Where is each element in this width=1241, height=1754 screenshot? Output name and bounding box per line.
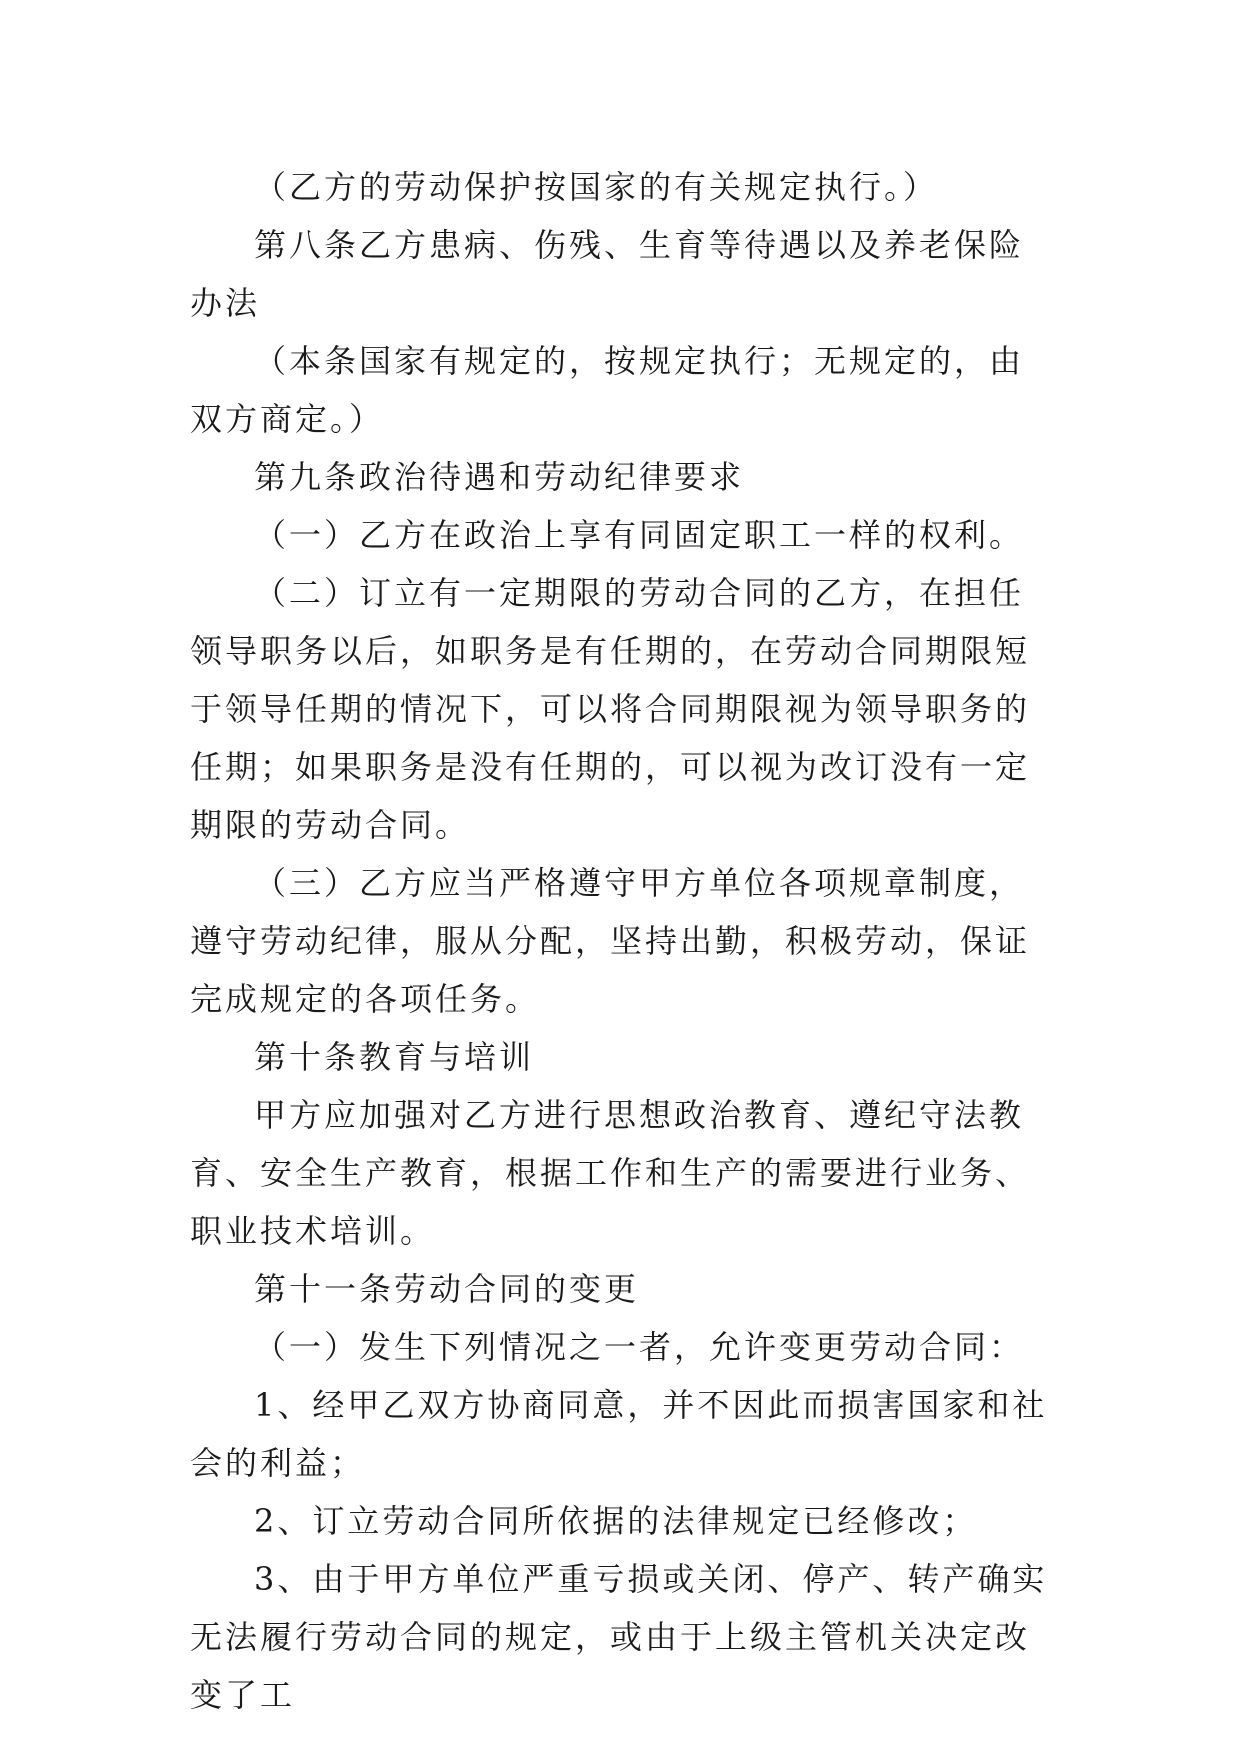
paragraph-article-11-case-2: 2、订立劳动合同所依据的法律规定已经修改； xyxy=(254,1502,978,1540)
paragraph-article-8-heading: 第八条乙方患病、伤残、生育等待遇以及养老保险办法 xyxy=(190,226,1025,322)
paragraph-article-11-case-3: 3、由于甲方单位严重亏损或关闭、停产、转产确实无法履行劳动合同的规定，或由于上级主管机关决定改变了工 xyxy=(190,1560,1048,1714)
paragraph-article-9-item-3: （三）乙方应当严格遵守甲方单位各项规章制度，遵守劳动纪律，服从分配，坚持出勤，积极劳动，保证完成规定的各项任务。 xyxy=(190,864,1031,1018)
paragraph-labor-protection-note: （乙方的劳动保护按国家的有关规定执行。） xyxy=(254,168,939,206)
document-body xyxy=(190,158,1050,1724)
paragraph-article-10-body: 甲方应加强对乙方进行思想政治教育、遵纪守法教育、安全生产教育，根据工作和生产的需要进行业务、职业技术培训。 xyxy=(190,1096,1031,1250)
paragraph-article-11-heading: 第十一条劳动合同的变更 xyxy=(254,1270,640,1308)
paragraph-article-8-note: （本条国家有规定的，按规定执行；无规定的，由双方商定。） xyxy=(190,342,1025,438)
paragraph-article-9-item-2: （二）订立有一定期限的劳动合同的乙方，在担任领导职务以后，如职务是有任期的，在劳动合同期限短于领导任期的情况下，可以将合同期限视为领导职务的任期；如果职务是没有任期的，可以视为改订没有一定期限的劳动合同。 xyxy=(190,574,1031,844)
paragraph-article-9-item-1: （一）乙方在政治上享有同固定职工一样的权利。 xyxy=(254,516,1025,554)
paragraph-article-11-item-1: （一）发生下列情况之一者，允许变更劳动合同： xyxy=(254,1328,1025,1366)
paragraph-article-9-heading: 第九条政治待遇和劳动纪律要求 xyxy=(254,458,745,496)
paragraph-article-10-heading: 第十条教育与培训 xyxy=(254,1038,535,1076)
paragraph-article-11-case-1: 1、经甲乙双方协商同意，并不因此而损害国家和社会的利益； xyxy=(190,1386,1048,1482)
